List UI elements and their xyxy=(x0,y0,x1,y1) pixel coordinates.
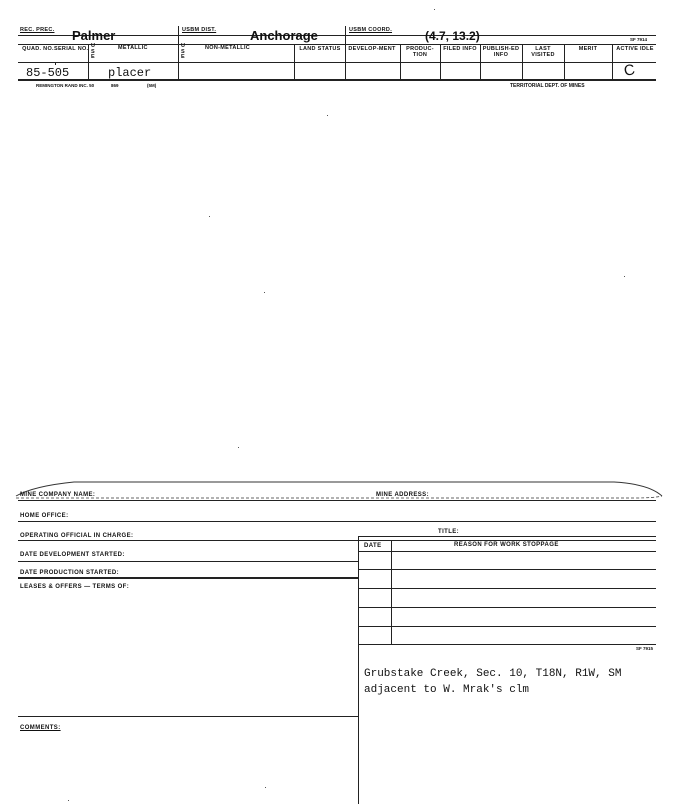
rec-prec-value: Palmer xyxy=(72,28,116,43)
home-office-label: HOME OFFICE: xyxy=(20,513,69,519)
scan-speck xyxy=(209,216,210,217)
table-row-rule xyxy=(358,569,656,570)
table-row-rule xyxy=(358,626,656,627)
col-non-metallic: NON-METALLIC xyxy=(205,45,251,51)
operating-official-label: OPERATING OFFICIAL IN CHARGE: xyxy=(20,533,134,539)
table-row-rule xyxy=(358,588,656,589)
col-merit: MERIT xyxy=(578,46,598,52)
scan-speck xyxy=(624,276,625,277)
use-letters-2: U S E xyxy=(181,43,186,60)
header-rule xyxy=(18,44,656,45)
field-rule xyxy=(18,577,358,579)
tick xyxy=(55,62,56,65)
row-top-rule xyxy=(18,62,656,63)
rec-prec-label: REC. PREC. xyxy=(20,27,55,33)
column-divider xyxy=(564,44,565,79)
bottom-form-code: SF 7915 xyxy=(636,646,654,651)
scan-speck xyxy=(327,115,328,116)
field-rule xyxy=(18,716,358,717)
scan-speck xyxy=(264,292,265,293)
column-divider xyxy=(612,44,613,79)
table-row-rule xyxy=(358,644,656,645)
footer-code-1: 869 xyxy=(111,83,119,88)
col-production: PRODUC-TION xyxy=(406,46,434,58)
footer-code-2: (5M) xyxy=(147,83,157,88)
date-col-divider xyxy=(391,540,392,644)
scan-speck xyxy=(238,447,239,448)
date-development-started-label: DATE DEVELOPMENT STARTED: xyxy=(20,552,125,558)
footer-left: REMINGTON RAND INC. 50 xyxy=(36,83,95,88)
col-development: DEVELOP-MENT xyxy=(348,46,396,52)
field-rule xyxy=(18,561,358,562)
col-last-visited: LAST VISITED xyxy=(531,46,555,58)
quad-serial-value: 85-505 xyxy=(26,66,70,80)
usbm-dist-value: Anchorage xyxy=(250,28,318,43)
column-divider xyxy=(178,26,179,79)
use-letters-1: U S E xyxy=(91,43,96,60)
form-code: SF 7914 xyxy=(630,37,648,42)
col-quad-no: QUAD. NO. xyxy=(22,46,54,52)
field-rule xyxy=(18,540,656,541)
table-row-rule xyxy=(358,607,656,608)
comments-label: COMMENTS: xyxy=(20,725,61,731)
leases-offers-label: LEASES & OFFERS — TERMS OF: xyxy=(20,584,130,590)
table-row-rule xyxy=(358,551,656,552)
field-rule xyxy=(358,536,656,537)
col-published-info: PUBLISH-ED INFO xyxy=(482,46,520,58)
col-filed-info: FILED INFO xyxy=(443,46,477,52)
field-rule xyxy=(18,521,656,522)
notes-line-1: Grubstake Creek, Sec. 10, T18N, R1W, SM xyxy=(364,668,622,680)
date-col-header: DATE xyxy=(364,543,382,549)
col-serial-no: SERIAL NO. xyxy=(54,46,89,52)
column-divider xyxy=(294,44,295,79)
col-metallic: METALLIC xyxy=(118,45,148,51)
mine-address-label: MINE ADDRESS: xyxy=(376,492,429,498)
notes-line-2: adjacent to W. Mrak's clm xyxy=(364,684,530,696)
title-label: TITLE: xyxy=(438,529,460,535)
column-divider xyxy=(88,44,89,79)
scan-speck xyxy=(265,787,266,788)
scan-speck xyxy=(434,9,435,10)
comments-divider xyxy=(358,716,359,804)
usbm-coord-value: (4.7, 13.2) xyxy=(425,29,480,43)
col-active-idle: ACTIVE IDLE xyxy=(616,46,654,52)
scan-speck xyxy=(68,800,69,801)
date-production-started-label: DATE PRODUCTION STARTED: xyxy=(20,570,120,576)
mine-company-name-label: MINE COMPANY NAME: xyxy=(20,492,96,498)
col-land-status: LAND STATUS xyxy=(299,46,341,52)
field-rule xyxy=(18,500,656,501)
reason-col-header: REASON FOR WORK STOPPAGE xyxy=(454,542,559,548)
card-edge xyxy=(14,474,664,500)
usbm-coord-label: USBM COORD. xyxy=(349,27,393,33)
active-idle-mark: C xyxy=(622,61,637,80)
column-divider xyxy=(345,26,346,79)
metallic-value: placer xyxy=(108,66,152,80)
footer-right: TERRITORIAL DEPT. OF MINES xyxy=(510,83,585,89)
usbm-dist-label: USBM DIST. xyxy=(182,27,217,33)
